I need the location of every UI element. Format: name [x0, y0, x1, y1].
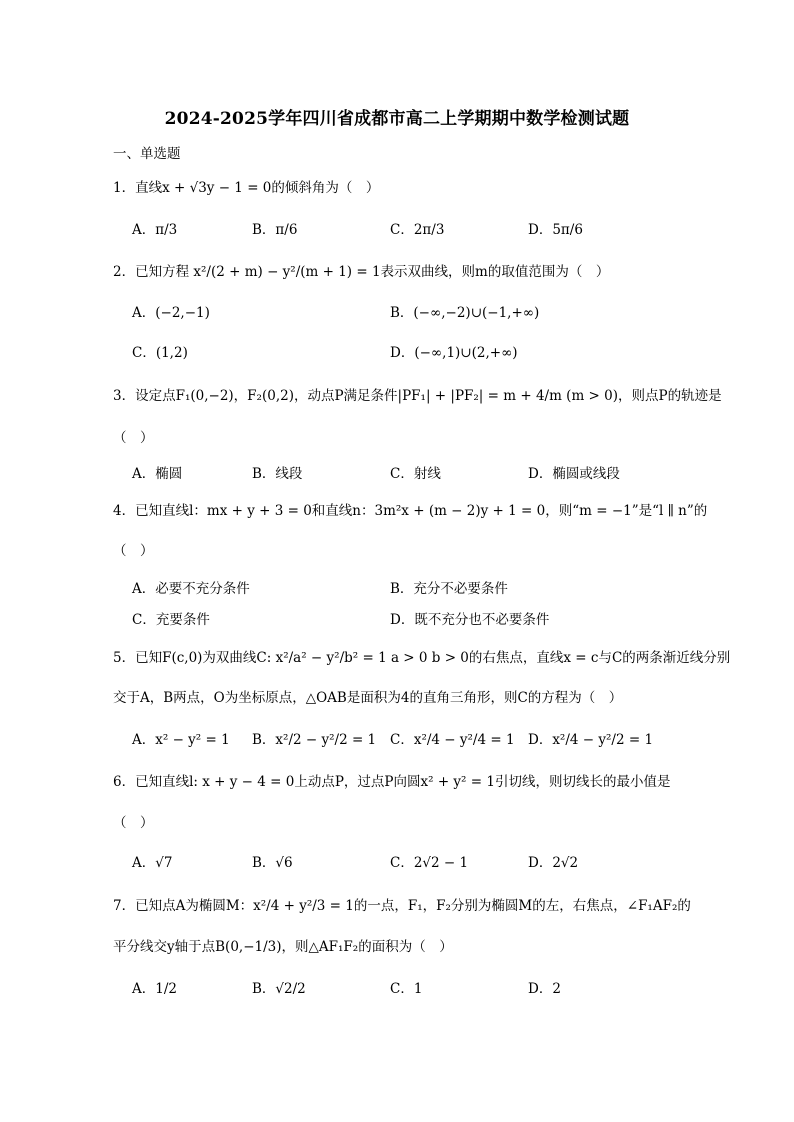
question-5-option-d: D．x²/4 − y²/2 = 1	[528, 732, 654, 748]
section-heading: 一、单选题	[113, 146, 181, 162]
question-6-option-b: B．√6	[252, 855, 293, 871]
question-6-paren: （ ）	[113, 815, 154, 831]
question-5-option-b: B．x²/2 − y²/2 = 1	[252, 732, 377, 748]
question-5-option-a: A．x² − y² = 1	[132, 732, 230, 748]
question-7-stem: 7．已知点A为椭圆M：x²/4 + y²/3 = 1的一点，F₁，F₂分别为椭圆M的左，右焦点，∠F₁AF₂的	[113, 898, 691, 914]
question-6-option-d: D．2√2	[528, 855, 579, 871]
question-5-option-c: C．x²/4 − y²/4 = 1	[390, 732, 515, 748]
question-1-option-a: A．π/3	[132, 222, 178, 238]
question-4-option-b: B．充分不必要条件	[390, 581, 508, 597]
question-2-option-b: B．(−∞,−2)∪(−1,+∞)	[390, 305, 540, 321]
question-7-option-b: B．√2/2	[252, 981, 306, 997]
question-7-option-c: C．1	[390, 981, 423, 997]
question-3-option-a: A．椭圆	[132, 466, 183, 482]
question-6-option-a: A．√7	[132, 855, 173, 871]
question-6-stem: 6．已知直线l: x + y − 4 = 0上动点P，过点P向圆x² + y² = 1引切线，则切线长的最小值是	[113, 774, 671, 790]
question-1-option-c: C．2π/3	[390, 222, 445, 238]
question-3-option-b: B．线段	[252, 466, 303, 482]
question-2-option-c: C．(1,2)	[132, 345, 188, 361]
question-4-option-d: D．既不充分也不必要条件	[390, 612, 550, 628]
question-1-stem	[113, 178, 379, 198]
question-1-text: 1．直线x + √3y − 1 = 0的倾斜角为（ ）	[113, 180, 380, 196]
question-6-option-c: C．2√2 − 1	[390, 855, 469, 871]
question-3-option-c: C．射线	[390, 466, 441, 482]
question-2-stem: 2．已知方程 x²/(2 + m) − y²/(m + 1) = 1表示双曲线，则m的取值范围为（ ）	[113, 264, 610, 280]
question-7-option-d: D．2	[528, 981, 561, 997]
question-4-stem: 4．已知直线l：mx + y + 3 = 0和直线n：3m²x + (m − 2)y + 1 = 0，则“m = −1”是“l ∥ n”的	[113, 503, 708, 519]
question-1-option-b: B．π/6	[252, 222, 298, 238]
question-1-option-d: D．5π/6	[528, 222, 583, 238]
question-3-stem: 3．设定点F₁(0,−2)，F₂(0,2)，动点P满足条件|PF₁| + |PF₂| = m + 4/m (m > 0)，则点P的轨迹是	[113, 388, 722, 404]
question-3-paren: （ ）	[113, 430, 154, 446]
question-5-stem-continued: 交于A，B两点，O为坐标原点，△OAB是面积为4的直角三角形，则C的方程为（ ）	[113, 690, 623, 706]
question-4-paren: （ ）	[113, 543, 154, 559]
question-7-option-a: A．1/2	[132, 981, 177, 997]
question-2-option-d: D．(−∞,1)∪(2,+∞)	[390, 345, 518, 361]
question-3-option-d: D．椭圆或线段	[528, 466, 620, 482]
question-5-stem: 5．已知F(c,0)为双曲线C: x²/a² − y²/b² = 1 a > 0 b > 0的右焦点，直线x = c与C的两条渐近线分别	[113, 650, 731, 666]
question-7-stem-continued: 平分线交y轴于点B(0,−1/3)，则△AF₁F₂的面积为（ ）	[113, 939, 453, 955]
question-2-option-a: A．(−2,−1)	[132, 305, 210, 321]
question-4-option-a: A．必要不充分条件	[132, 581, 250, 597]
page-title: 2024-2025学年四川省成都市高二上学期期中数学检测试题	[164, 109, 630, 129]
question-4-option-c: C．充要条件	[132, 612, 210, 628]
